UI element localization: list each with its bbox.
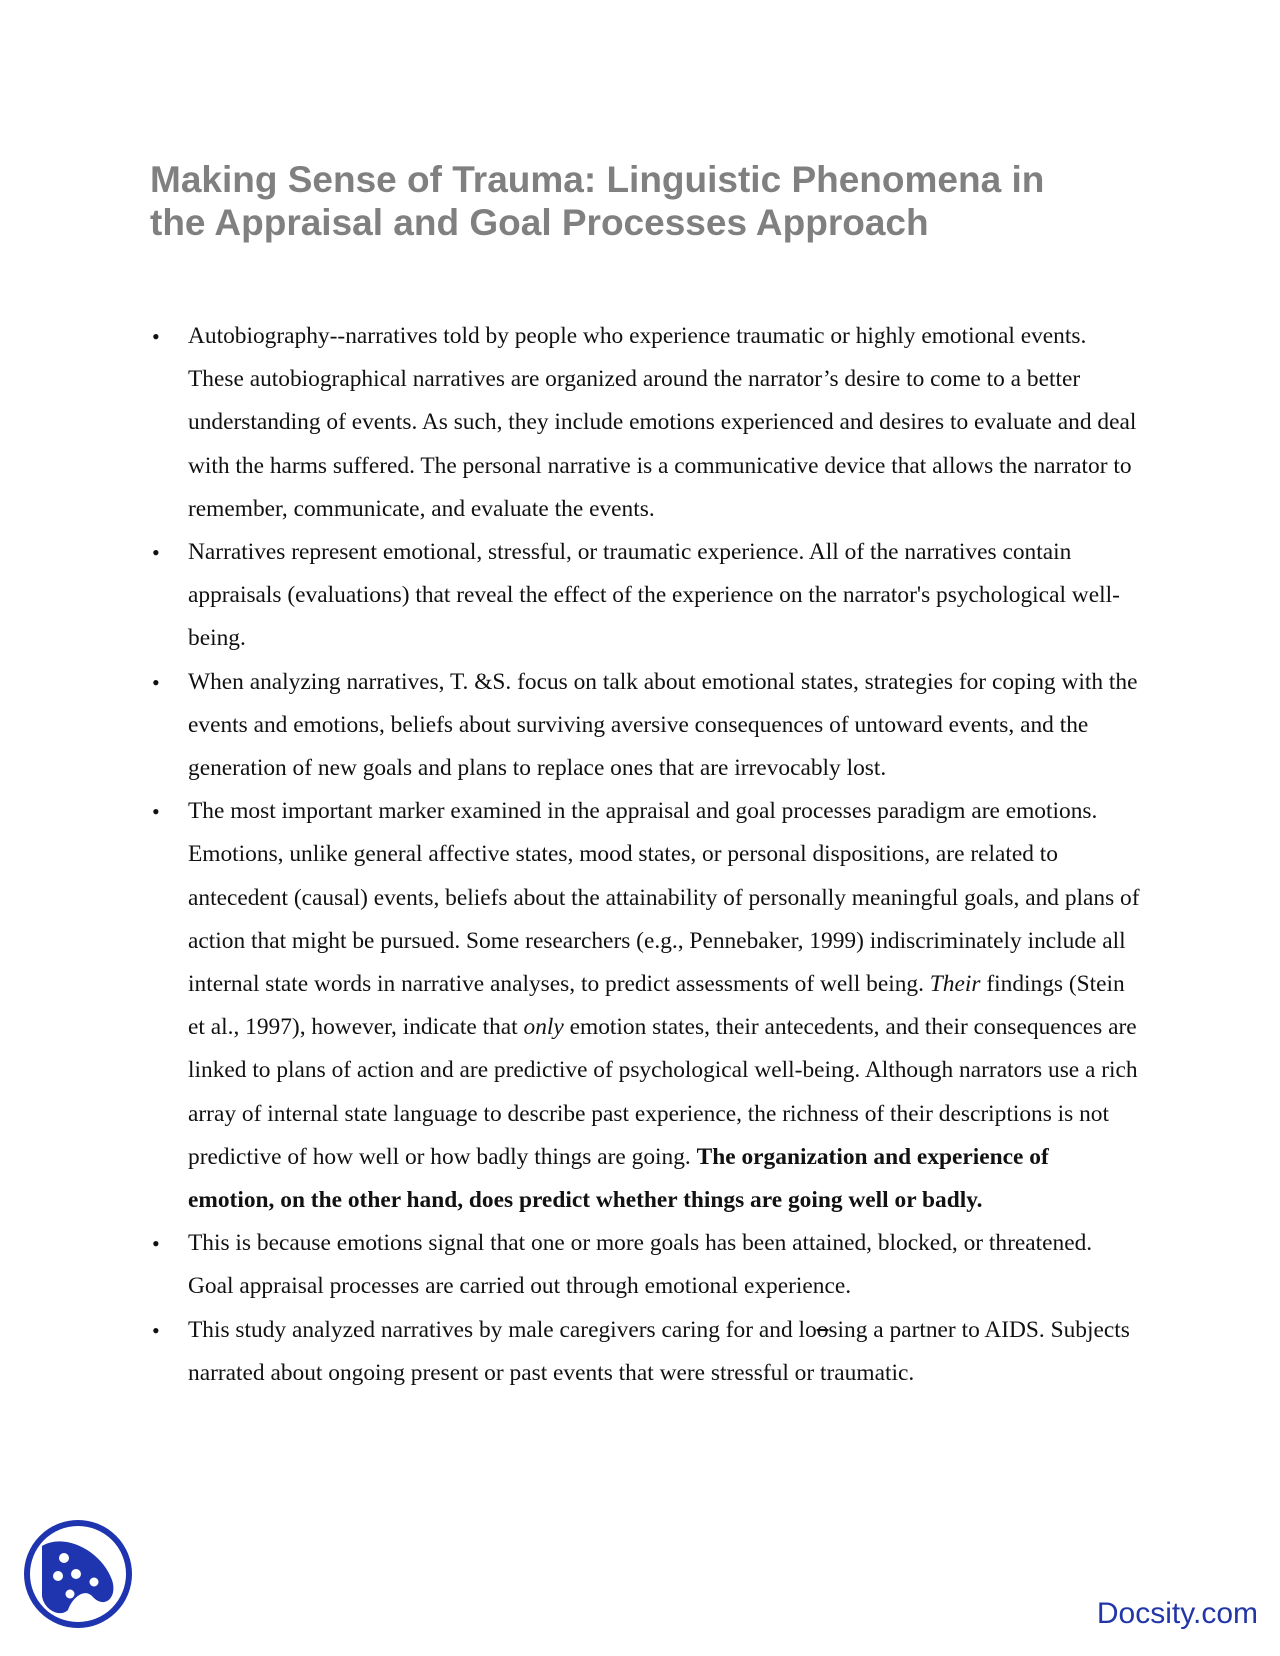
bullet-icon: • <box>152 1231 160 1257</box>
bullet-text-autobiography: Autobiography--narratives told by people who experience traumatic or highly emotional events. These autobiographical narratives are organized around the narrator’s desire to come to a better understanding of events. As such, they include emotions experienced and desires to evaluate and deal with the harms suffered. The personal narrative is a communicative device that allows the narrator to remember, communicate, and evaluate the events. <box>188 323 1137 522</box>
study-text-part1: This study analyzed narratives by male caregivers caring for and lo <box>188 1316 817 1343</box>
study-struck-letter: o <box>816 1316 829 1343</box>
bullet-icon: • <box>152 799 160 825</box>
bullet-list <box>150 315 1140 1395</box>
bullet-icon: • <box>152 324 160 349</box>
marker-italic-only: only <box>523 1014 564 1041</box>
bullet-text-narratives: Narratives represent emotional, stressful, or traumatic experience. All of the narratives contain appraisals (evaluations) that reveal the effect of the experience on the narrator's psychological well-being. <box>188 539 1120 652</box>
marker-text-part2: findings (Stein et al., 1997), however, indicate that <box>188 971 1125 1041</box>
list-item <box>150 315 1140 531</box>
marker-text-part3: emotion states, their antecedents, and their consequences are linked to plans of action and are predictive of psychological well-being. Although narrators use a rich array of internal state language to describe past experience, the richness of their descriptions is not predictive of how well or how badly things are going. <box>188 1014 1138 1170</box>
bullet-icon: • <box>152 540 160 566</box>
list-item <box>150 790 1140 1222</box>
bullet-text-goals: This is because emotions signal that one or more goals has been attained, blocked, or threatened. Goal appraisal processes are carried out through emotional experience. <box>188 1230 1093 1300</box>
marker-bold-conclusion: The organization and experience of emotion, on the other hand, does predict whether things are going well or badly. <box>188 1143 1049 1214</box>
bullet-text-marker <box>188 798 1140 1213</box>
list-item <box>150 1222 1140 1308</box>
list-item <box>150 661 1140 791</box>
bullet-text-analysis: When analyzing narratives, T. &S. focus on talk about emotional states, strategies for coping with the events and emotions, beliefs about surviving aversive consequences of untoward events, and the generation of new goals and plans to replace ones that are irrevocably lost. <box>188 668 1138 782</box>
docsity-brand-text[interactable]: Docsity.com <box>1096 1597 1258 1630</box>
bullet-text-study <box>188 1317 1130 1386</box>
docsity-logo-icon <box>22 1518 134 1630</box>
bullet-icon: • <box>152 669 160 695</box>
title-line-2: the Appraisal and Goal Processes Approach <box>150 202 929 243</box>
study-text-part2: sing a partner to AIDS. Subjects narrated about ongoing present or past events that were stressful or traumatic. <box>188 1316 1130 1386</box>
marker-italic-their: Their <box>929 971 981 998</box>
bullet-icon: • <box>152 1317 160 1343</box>
page-title <box>150 158 1150 244</box>
marker-text-part1: The most important marker examined in the appraisal and goal processes paradigm are emotions. Emotions, unlike general affective states, mood states, or personal dispositions, are related to antecedent (causal) events, beliefs about the attainability of personally meaningful goals, and plans of action that might be pursued. Some researchers (e.g., Pennebaker, 1999) indiscriminately include all internal state words in narrative analyses, to predict assessments of well being. <box>188 798 1140 998</box>
list-item <box>150 531 1140 661</box>
list-item <box>150 1309 1140 1395</box>
title-line-1: Making Sense of Trauma: Linguistic Phenomena in <box>150 159 1045 200</box>
